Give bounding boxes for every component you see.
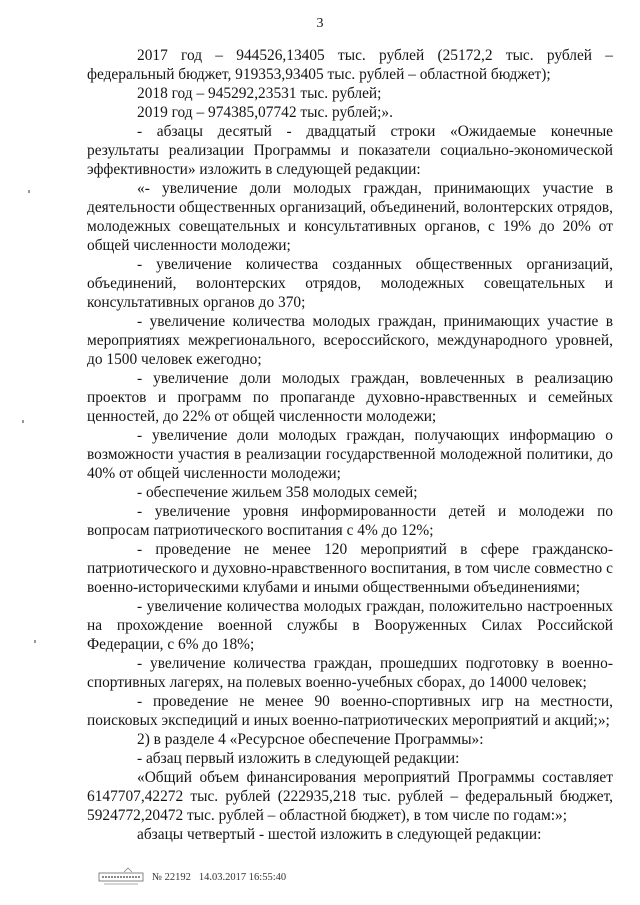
result-item-paragraph: - увеличение доли молодых граждан, вовлеченных в реализацию проектов и программ по пропаганде духовно-нравственных и семейных ценностей, до 22% от общей численности молодежи; (87, 370, 613, 425)
result-item-paragraph: - проведение не менее 90 военно-спортивных игр на местности, поисковых экспедиций и иных военно-патриотических мероприятий и акций;»; (87, 693, 613, 729)
budget-2017-paragraph: 2017 год – 944526,13405 тыс. рублей (25172,2 тыс. рублей – федеральный бюджет, 919353,93405 тыс. рублей – областной бюджет); (87, 47, 613, 83)
result-item-paragraph: - увеличение количества граждан, прошедших подготовку в военно-спортивных лагерях, на полевых военно-учебных сборах, до 14000 человек; (87, 655, 613, 691)
stamp-number: № 22192 (152, 871, 191, 883)
paragraphs-4-6-instruction: абзацы четвертый - шестой изложить в следующей редакции: (137, 826, 542, 843)
result-item-paragraph: - увеличение количества молодых граждан, принимающих участие в мероприятиях межрегионального, всероссийского, международного уровней, до 1500 человек ежегодно; (87, 313, 613, 368)
scan-margin-mark (34, 640, 36, 643)
scan-margin-mark (28, 190, 30, 193)
document-registry-logo-icon (98, 867, 144, 887)
total-funding-paragraph: «Общий объем финансирования мероприятий Программы составляет 6147707,42272 тыс. рублей (222935,218 тыс. рублей – федеральный бюджет, 5924772,20472 тыс. рублей – областной бюджет), в том числе по годам:»; (87, 769, 613, 824)
registration-stamp (98, 866, 286, 888)
document-body (87, 46, 613, 844)
result-item-paragraph: - увеличение доли молодых граждан, получающих информацию о возможности участия в реализации государственной молодежной политики, до 40% от общей численности молодежи; (87, 427, 613, 482)
budget-2018-paragraph: 2018 год – 945292,23531 тыс. рублей; (137, 85, 382, 102)
section-4-heading-paragraph: 2) в разделе 4 «Ресурсное обеспечение Программы»: (137, 731, 484, 748)
result-item-paragraph: - обеспечение жильем 358 молодых семей; (137, 484, 418, 501)
budget-2019-paragraph: 2019 год – 974385,07742 тыс. рублей;». (137, 104, 393, 121)
first-paragraph-instruction: - абзац первый изложить в следующей редакции: (137, 750, 460, 767)
scan-margin-mark (22, 420, 24, 423)
stamp-datetime: 14.03.2017 16:55:40 (198, 871, 287, 883)
result-item-paragraph: - проведение не менее 120 мероприятий в сфере гражданско-патриотического и духовно-нравственного воспитания, в том числе совместно с военно-историческими клубами и иными общественными объединениями; (87, 541, 613, 596)
result-item-paragraph: - увеличение уровня информированности детей и молодежи по вопросам патриотического воспитания с 4% до 12%; (87, 503, 613, 539)
page-number: 3 (316, 16, 324, 31)
result-item-paragraph: - увеличение количества созданных общественных организаций, объединений, волонтерских отрядов, молодежных совещательных и консультативных органов до 370; (87, 256, 613, 311)
amendment-intro-paragraph: - абзацы десятый - двадцатый строки «Ожидаемые конечные результаты реализации Программы и показатели социально-экономической эффективности» изложить в следующей редакции: (87, 123, 613, 178)
result-item-paragraph: «- увеличение доли молодых граждан, принимающих участие в деятельности общественных организаций, объединений, волонтерских отрядов, молодежных совещательных и консультативных органов, с 19% до 20% от общей численности молодежи; (87, 180, 613, 254)
result-item-paragraph: - увеличение количества молодых граждан, положительно настроенных на прохождение военной службы в Вооруженных Силах Российской Федерации, с 6% до 18%; (87, 598, 613, 653)
